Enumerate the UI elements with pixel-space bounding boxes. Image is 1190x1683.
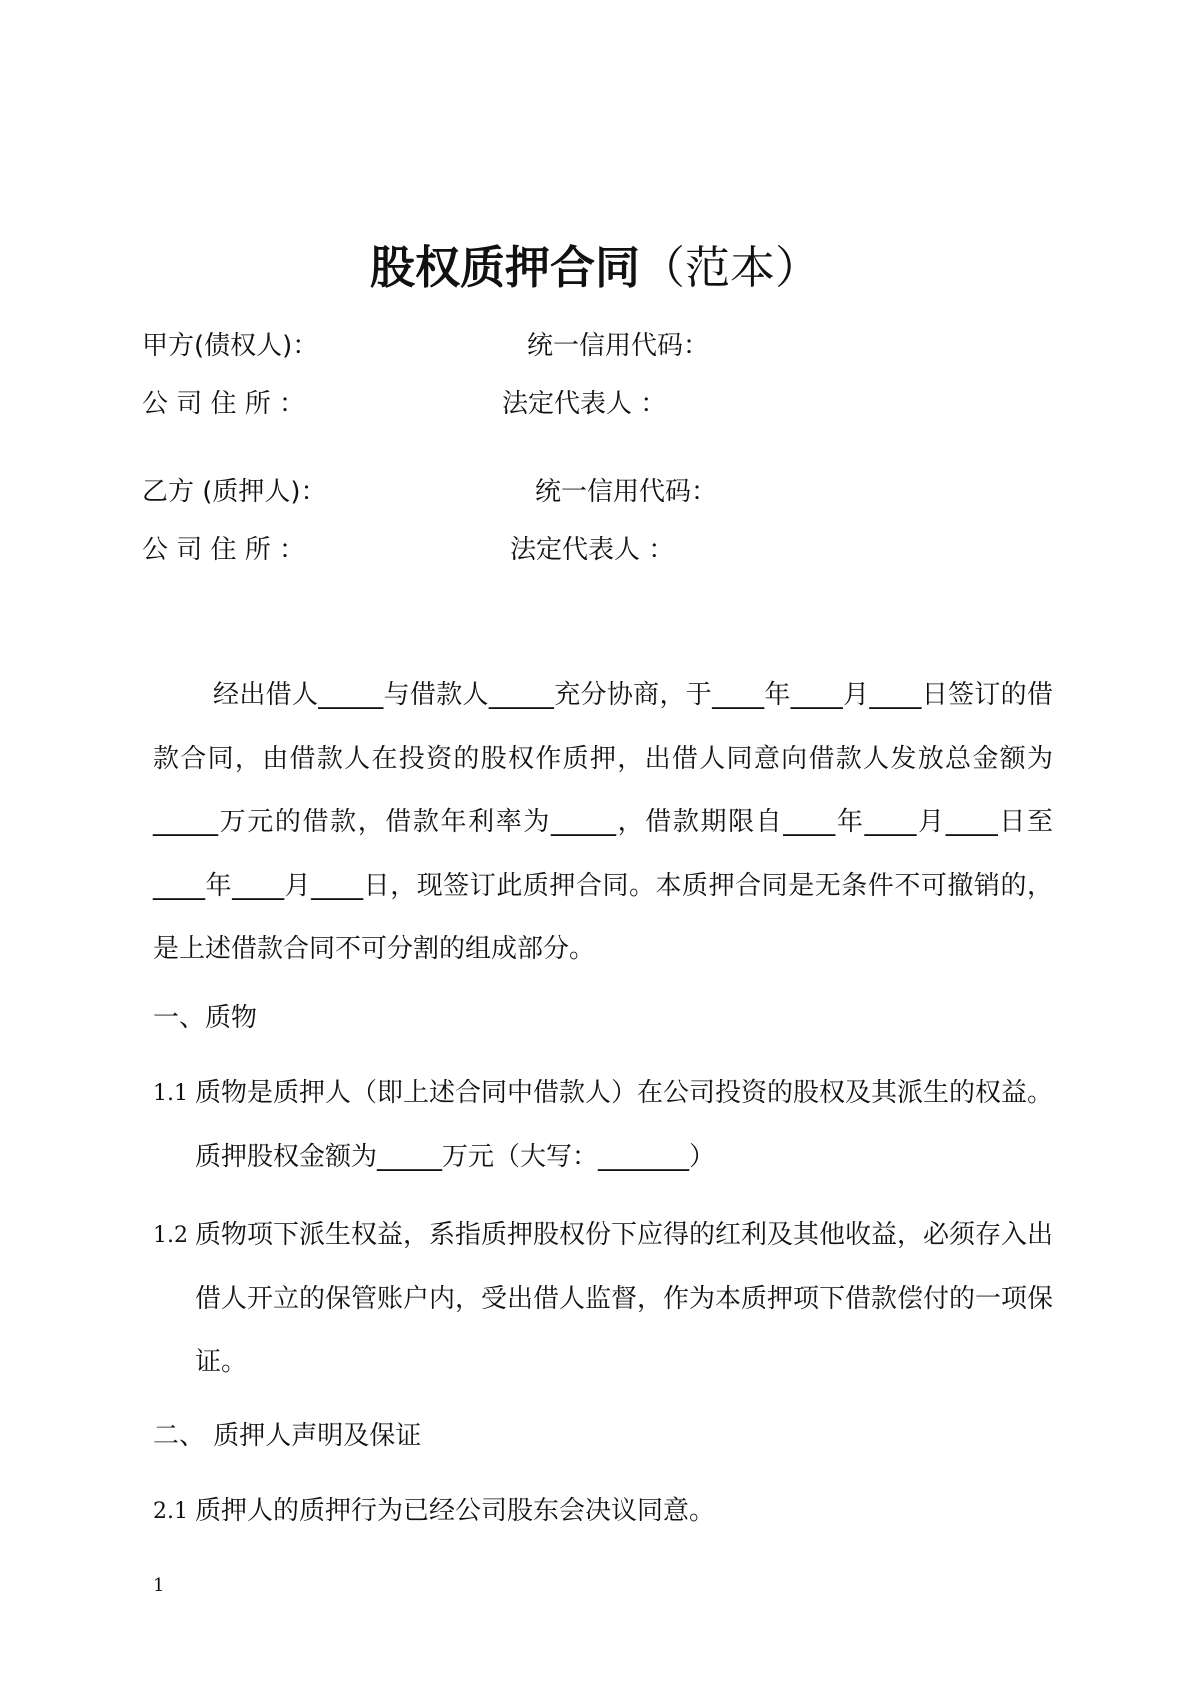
clause-number: 1.2: [153, 1223, 188, 1248]
party-a-row-1: [142, 326, 1042, 366]
party-b-code-label: 统一信用代码：: [535, 477, 718, 507]
party-b-address-label: 公 司 住 所 ：: [142, 535, 306, 565]
contract-title: [0, 238, 1190, 298]
clause-number: 1.1: [153, 1081, 188, 1106]
party-a-code-label: 统一信用代码：: [527, 331, 710, 361]
intro-paragraph: 经出借人_____与借款人_____充分协商，于____年____月____日签订的借款合同，由借款人在投资的股权作质押，出借人同意向借款人发放总金额为_____万元的借款，借款年利率为_____，借款期限自____年____月____日至____年____月____日，现签订此质押合同。本质押合同是无条件不可撤销的，是上述借款合同不可分割的组成部分。: [153, 680, 1053, 964]
party-a-name-label: 甲方(债权人)：: [142, 331, 319, 361]
section-2-heading: 二、 质押人声明及保证: [153, 1421, 422, 1451]
clause-text: 质押人的质押行为已经公司股东会决议同意。: [195, 1496, 716, 1526]
page-number: 1: [153, 1575, 165, 1596]
title-sub: （范本）: [640, 241, 821, 294]
party-b-row-2: [142, 530, 1042, 570]
clause-number: 2.1: [153, 1499, 188, 1524]
party-a-address-label: 公 司 住 所 ：: [142, 389, 306, 419]
title-main: 股权质押合同: [369, 241, 640, 294]
clause-1-1: [153, 1062, 1053, 1189]
clause-text: 质物项下派生权益，系指质押股权份下应得的红利及其他收益，必须存入出借人开立的保管账户内，受出借人监督，作为本质押项下借款偿付的一项保证。: [195, 1220, 1054, 1377]
party-a-row-2: [142, 384, 1042, 424]
clause-2-1: [153, 1480, 1053, 1544]
party-b-rep-label: 法定代表人 ：: [510, 535, 675, 565]
clause-1-2: [153, 1204, 1053, 1395]
party-b-name-label: 乙方 (质押人)：: [142, 477, 327, 507]
party-b-row-1: [142, 472, 1042, 512]
clause-text: 质物是质押人（即上述合同中借款人）在公司投资的股权及其派生的权益。质押股权金额为_____万元（大写：_______）: [195, 1078, 1054, 1172]
party-a-rep-label: 法定代表人 ：: [502, 389, 667, 419]
section-1-heading: 一、质物: [153, 1003, 258, 1033]
